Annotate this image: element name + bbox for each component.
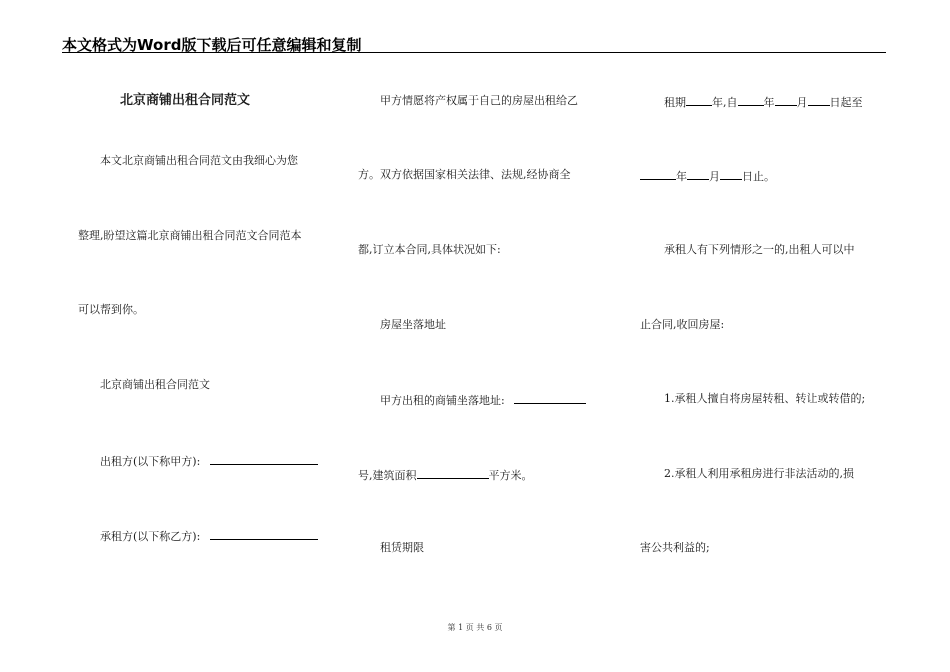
intro-line-1: 本文北京商铺出租合同范文由我细心为您 [100, 154, 298, 167]
column-1 [72, 0, 322, 672]
col3-line-4: 止合同,收回房屋: [640, 318, 725, 331]
column-2 [356, 0, 606, 672]
col2-line-1: 甲方情愿将产权属于自己的房屋出租给乙 [380, 94, 578, 107]
footer-current-page: 1 [458, 623, 464, 632]
end-day-blank [720, 168, 742, 180]
lessee-blank [210, 528, 318, 540]
lessor-line [100, 453, 318, 469]
end-year-label: 年 [676, 170, 687, 183]
start-day-blank [808, 94, 830, 106]
footer-suffix: 页 [494, 623, 503, 632]
footer-mid: 页 共 [465, 623, 485, 632]
area-unit: 平方米。 [488, 469, 533, 482]
col2-line-3: 都,订立本合同,具体状况如下: [358, 243, 501, 256]
start-month-blank [775, 94, 797, 106]
col2-line-2: 方。双方依据国家相关法律、法规,经协商全 [358, 168, 571, 181]
column-3 [638, 0, 888, 672]
address-blank [514, 392, 586, 404]
address-line [380, 392, 586, 408]
intro-line-3: 可以帮到你。 [78, 303, 144, 316]
contract-subtitle: 北京商铺出租合同范文 [100, 378, 210, 391]
start-year-blank [738, 94, 764, 106]
intro-line-2: 整理,盼望这篇北京商铺出租合同范文合同范本 [78, 229, 302, 242]
term-line-1 [664, 94, 863, 110]
area-line [358, 467, 533, 483]
start-day-label: 日起至 [829, 96, 863, 109]
page-footer [0, 622, 950, 633]
end-month-blank [687, 168, 709, 180]
term-line-2 [640, 168, 775, 184]
area-label: 号,建筑面积 [358, 469, 417, 482]
term-from-label: 年,自 [712, 96, 738, 109]
document-header-title: 本文格式为Word版下载后可任意编辑和复制 [62, 36, 362, 54]
lessee-line [100, 528, 318, 544]
lessor-blank [210, 453, 318, 465]
clause-2-line-2: 害公共利益的; [640, 541, 710, 554]
lessee-label: 承租方(以下称乙方): [100, 530, 201, 543]
col3-line-3: 承租人有下列情形之一的,出租人可以中 [664, 243, 855, 256]
start-month-label: 月 [796, 96, 808, 109]
footer-total-pages: 6 [486, 623, 492, 632]
area-blank [417, 467, 489, 479]
start-year-label: 年 [763, 96, 775, 109]
term-years-blank [686, 94, 712, 106]
section-heading-term: 租赁期限 [380, 541, 424, 554]
clause-2-line-1: 2.承租人利用承租房进行非法活动的,损 [664, 467, 854, 480]
term-label: 租期 [664, 96, 686, 109]
document-title: 北京商铺出租合同范文 [120, 93, 251, 108]
lessor-label: 出租方(以下称甲方): [100, 455, 201, 468]
footer-prefix: 第 [447, 623, 456, 632]
end-year-blank [640, 168, 676, 180]
end-day-label: 日止。 [742, 170, 775, 183]
end-month-label: 月 [709, 170, 720, 183]
section-heading-address: 房屋坐落地址 [380, 318, 446, 331]
address-label: 甲方出租的商铺坐落地址: [380, 394, 505, 407]
clause-1: 1.承租人擅自将房屋转租、转让或转借的; [664, 392, 866, 405]
